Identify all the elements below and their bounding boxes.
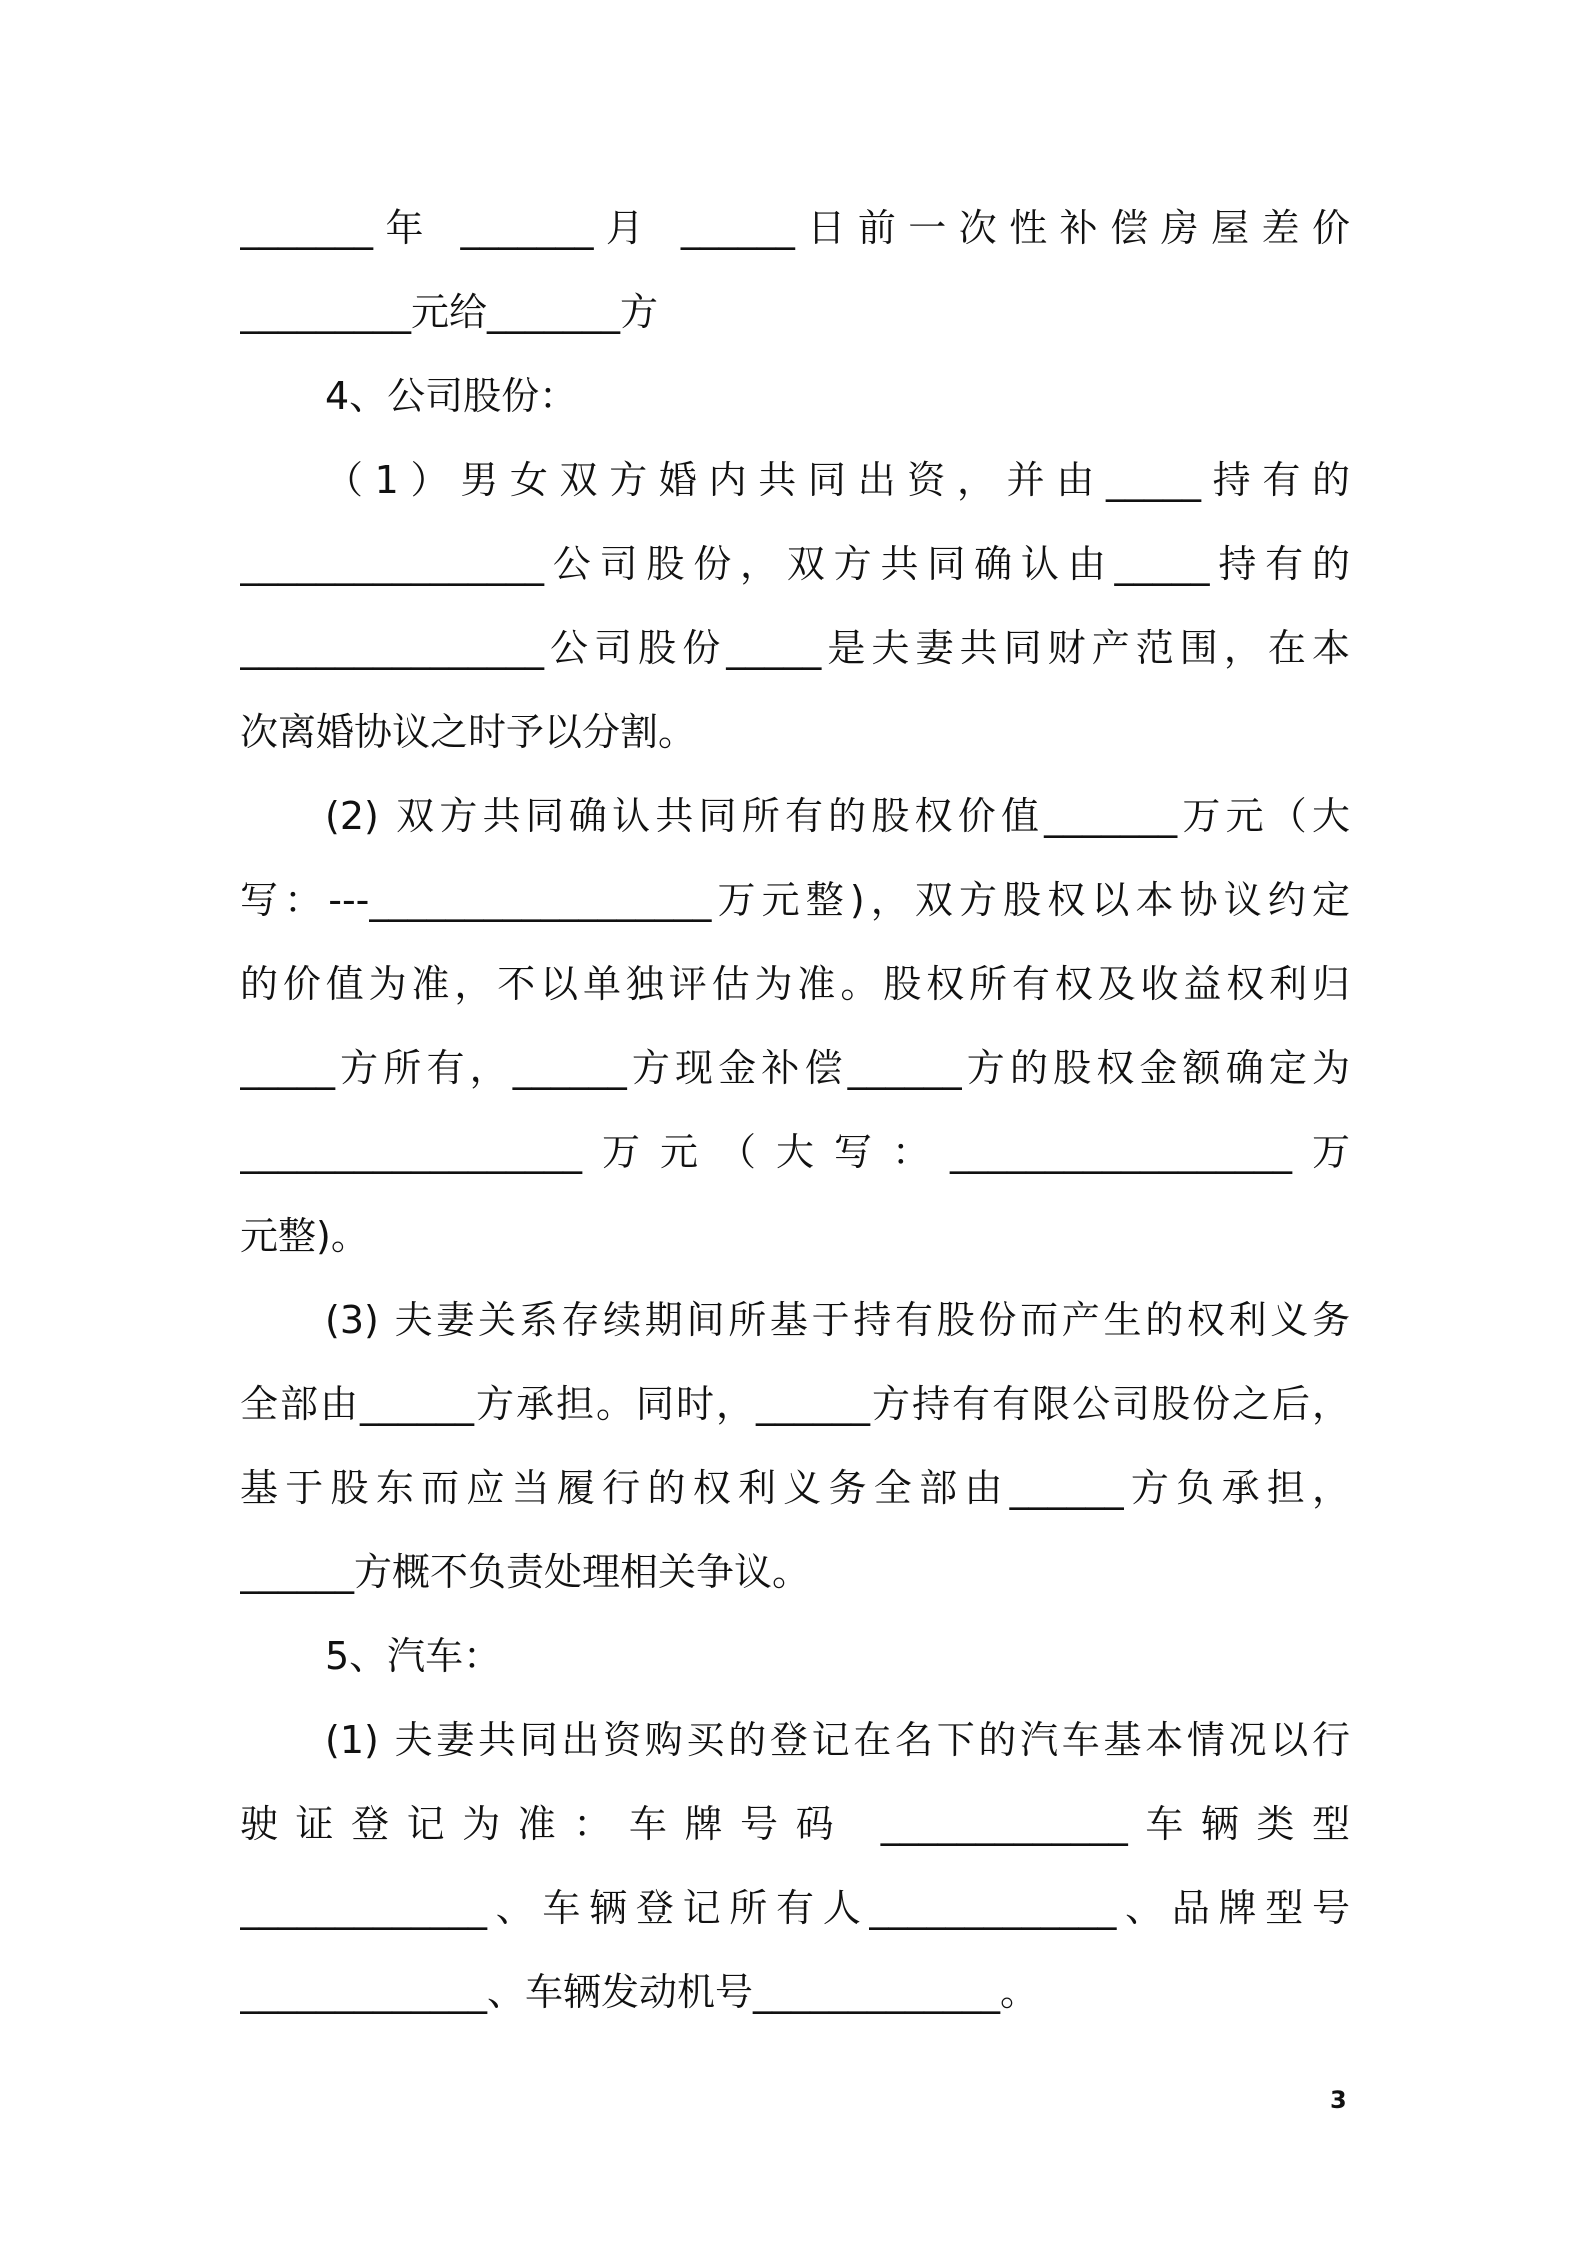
text-line: （1）男女双方婚内共同出资，并由_____持有的 (325, 458, 1350, 502)
text-line: 写：---__________________万元整)，双方股权以本协议约定 (240, 878, 1350, 922)
text-line: _______年 _______月 ______日前一次性补偿房屋差价 (240, 206, 1350, 250)
section-heading: 5、汽车： (325, 1634, 502, 1678)
page-number: 3 (1330, 2086, 1347, 2114)
text-line: 元整)。 (240, 1214, 369, 1258)
text-line: ________________公司股份，双方共同确认由_____持有的 (240, 542, 1350, 586)
text-line: 的价值为准，不以单独评估为准。股权所有权及收益权利归 (240, 962, 1350, 1006)
text-line: _____________、车辆登记所有人_____________、品牌型号 (240, 1886, 1350, 1930)
text-line: 全部由______方承担。同时，______方持有有限公司股份之后， (240, 1382, 1350, 1426)
text-line: _____________、车辆发动机号_____________。 (240, 1970, 1039, 2014)
text-line: (3) 夫妻关系存续期间所基于持有股份而产生的权利义务 (325, 1298, 1350, 1342)
text-line: (2) 双方共同确认共同所有的股权价值_______万元（大 (325, 794, 1350, 838)
text-line: 驶证登记为准：车牌号码 _____________车辆类型 (240, 1802, 1350, 1846)
text-line: _________元给_______方 (240, 290, 659, 334)
section-heading: 4、公司股份： (325, 374, 578, 418)
text-line: 次离婚协议之时予以分割。 (240, 710, 697, 754)
text-line: ______方概不负责处理相关争议。 (240, 1550, 811, 1594)
text-line: _____方所有，______方现金补偿______方的股权金额确定为 (240, 1046, 1350, 1090)
text-line: 基于股东而应当履行的权利义务全部由______方负承担， (240, 1466, 1350, 1510)
text-line: __________________万元（大写：__________________万 (240, 1130, 1350, 1174)
text-line: (1) 夫妻共同出资购买的登记在名下的汽车基本情况以行 (325, 1718, 1350, 1762)
text-line: ________________公司股份_____是夫妻共同财产范围，在本 (240, 626, 1350, 670)
